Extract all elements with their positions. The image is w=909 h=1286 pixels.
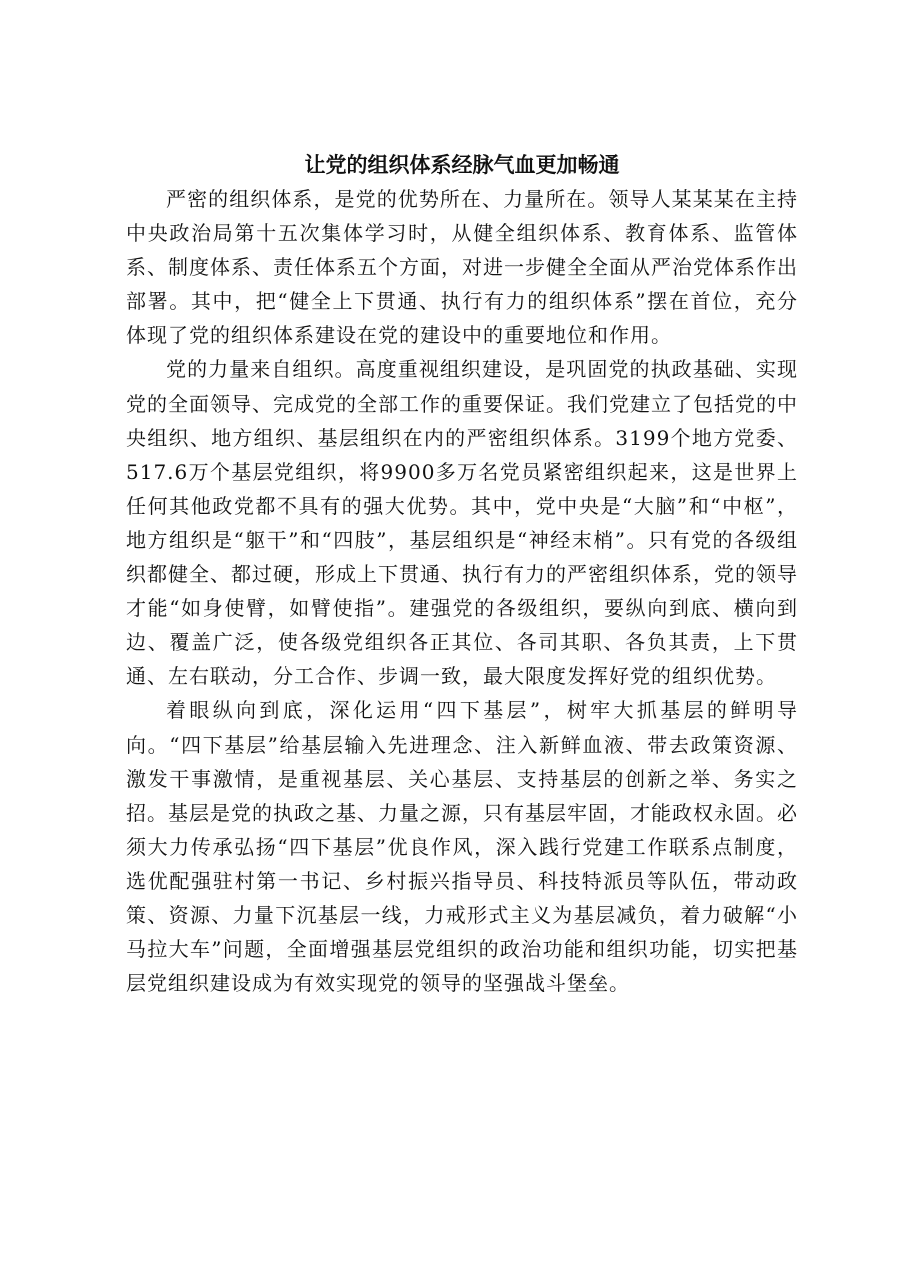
paragraph-3: 着眼纵向到底，深化运用“四下基层”，树牢大抓基层的鲜明导向。“四下基层”给基层输入先进理念、注入新鲜血液、带去政策资源、激发干事激情，是重视基层、关心基层、支持基层的创新之举、务实之招。基层是党的执政之基、力量之源，只有基层牢固，才能政权永固。必须大力传承弘扬“四下基层”优良作风，深入践行党建工作联系点制度，选优配强驻村第一书记、乡村振兴指导员、科技特派员等队伍，带动政策、资源、力量下沉基层一线，力戒形式主义为基层减负，着力破解“小马拉大车”问题，全面增强基层党组织的政治功能和组织功能，切实把基层党组织建设成为有效实现党的领导的坚强战斗堡垒。 [126, 698, 798, 996]
document-body [126, 148, 798, 1000]
paragraph-1: 严密的组织体系，是党的优势所在、力量所在。领导人某某某在主持中央政治局第十五次集体学习时，从健全组织体系、教育体系、监管体系、制度体系、责任体系五个方面，对进一步健全全面从严治党体系作出部署。其中，把“健全上下贯通、执行有力的组织体系”摆在首位，充分体现了党的组织体系建设在党的建设中的重要地位和作用。 [126, 187, 798, 348]
paragraph-2: 党的力量来自组织。高度重视组织建设，是巩固党的执政基础、实现党的全面领导、完成党的全部工作的重要保证。我们党建立了包括党的中央组织、地方组织、基层组织在内的严密组织体系。3199个地方党委、517.6万个基层党组织，将9900多万名党员紧密组织起来，这是世界上任何其他政党都不具有的强大优势。其中，党中央是“大脑”和“中枢”，地方组织是“躯干”和“四肢”，基层组织是“神经末梢”。只有党的各级组织都健全、都过硬，形成上下贯通、执行有力的严密组织体系，党的领导才能“如身使臂，如臂使指”。建强党的各级组织，要纵向到底、横向到边、覆盖广泛，使各级党组织各正其位、各司其职、各负其责，上下贯通、左右联动，分工合作、步调一致，最大限度发挥好党的组织优势。 [126, 357, 798, 689]
document-title: 让党的组织体系经脉气血更加畅通 [304, 152, 620, 177]
